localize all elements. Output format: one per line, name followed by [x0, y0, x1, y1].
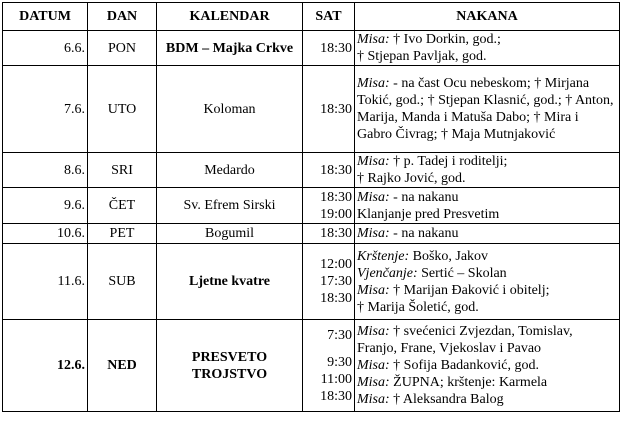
cell-dan: NED: [88, 320, 157, 412]
schedule-row: [3, 188, 620, 224]
cell-sat: [303, 66, 355, 153]
cell-sat: [303, 31, 355, 66]
cell-datum: 11.6.: [3, 244, 88, 320]
intention-line: [357, 75, 617, 143]
intention-line: [357, 340, 617, 357]
schedule-row: [3, 320, 620, 412]
cell-sat: [303, 188, 355, 224]
cell-nakana: [355, 320, 620, 412]
intention-type: Misa:: [357, 226, 390, 241]
cell-datum: 7.6.: [3, 66, 88, 153]
time-entry: 17:30: [320, 274, 352, 289]
intention-line: [357, 248, 617, 265]
intention-text: Klanjanje pred Presvetim: [357, 206, 500, 222]
intention-line: [357, 282, 617, 299]
intention-text: Sertić – Skolan: [417, 265, 507, 281]
intention-type: Misa:: [357, 76, 390, 91]
time-entry: 18:30: [320, 226, 352, 241]
cell-kalendar: Bogumil: [157, 224, 303, 244]
cell-dan: SRI: [88, 153, 157, 188]
cell-dan: ČET: [88, 188, 157, 224]
cell-dan: UTO: [88, 66, 157, 153]
cell-dan: PET: [88, 224, 157, 244]
intention-text: † svećenici Zvjezdan, Tomislav,: [389, 324, 573, 339]
header-datum: DATUM: [3, 3, 88, 31]
intention-text: † Marijan Đaković i obitelj;: [389, 282, 550, 298]
schedule-row: [3, 31, 620, 66]
intention-type: Misa:: [357, 324, 390, 339]
intention-line: [357, 299, 617, 316]
intention-line: [357, 391, 617, 408]
intention-line: [357, 170, 617, 187]
intention-type: Krštenje:: [357, 248, 410, 264]
cell-dan: PON: [88, 31, 157, 66]
intention-type: Misa:: [357, 392, 390, 407]
cell-datum: 9.6.: [3, 188, 88, 224]
schedule-row: [3, 224, 620, 244]
cell-sat: [303, 224, 355, 244]
time-entry: 7:30: [327, 327, 352, 343]
cell-kalendar: BDM – Majka Crkve: [157, 31, 303, 66]
intention-text: Boško, Jakov: [409, 248, 489, 264]
intention-text: † Aleksandra Balog: [389, 392, 504, 407]
cell-kalendar: Ljetne kvatre: [157, 244, 303, 320]
cell-nakana: [355, 224, 620, 244]
cell-datum: 6.6.: [3, 31, 88, 66]
time-entry: 19:00: [320, 206, 352, 222]
cell-kalendar: Koloman: [157, 66, 303, 153]
intention-text: Franjo, Frane, Vjekoslav i Pavao: [357, 341, 542, 356]
cell-datum: 8.6.: [3, 153, 88, 188]
intention-line: [357, 189, 617, 206]
intention-text: † Sofija Badanković, god.: [389, 358, 539, 373]
intention-line: [357, 31, 617, 48]
cell-nakana: [355, 188, 620, 224]
cell-dan: SUB: [88, 244, 157, 320]
cell-nakana: [355, 244, 620, 320]
intention-line: [357, 48, 617, 65]
cell-nakana: [355, 31, 620, 66]
intention-text: - na nakanu: [389, 189, 459, 205]
schedule-row: [3, 153, 620, 188]
header-sat: SAT: [303, 3, 355, 31]
cell-nakana: [355, 153, 620, 188]
intention-line: [357, 153, 617, 170]
time-entry: 18:30: [320, 40, 352, 56]
intention-line: [357, 225, 617, 242]
intention-type: Misa:: [357, 282, 390, 298]
header-nakana: NAKANA: [355, 3, 620, 31]
intention-type: Misa:: [357, 189, 390, 205]
cell-nakana: [355, 66, 620, 153]
intention-line: [357, 357, 617, 374]
cell-datum: 10.6.: [3, 224, 88, 244]
intention-text: † Rajko Jović, god.: [357, 171, 466, 186]
time-entry: 18:30: [320, 162, 352, 178]
time-entry: 18:30: [320, 189, 352, 205]
intention-line: [357, 374, 617, 391]
time-entry: 18:30: [320, 388, 352, 404]
cell-sat: [303, 244, 355, 320]
intention-type: Misa:: [357, 375, 390, 390]
intention-text: † Ivo Dorkin, god.;: [389, 32, 501, 47]
intention-type: Misa:: [357, 358, 390, 373]
cell-sat: [303, 153, 355, 188]
intention-type: Misa:: [357, 32, 390, 47]
intention-text: - na čast Ocu nebeskom; † Mirjana Tokić, god.; † Stjepan Klasnić, god.; † Anton, Marija, Manda i Matuša Dabo; † Mira i Gabro Čivrag; † Maja Mutnjaković: [357, 76, 614, 142]
intention-line: [357, 323, 617, 340]
intention-text: † Stjepan Pavljak, god.: [357, 49, 487, 64]
intention-text: † p. Tadej i roditelji;: [389, 154, 508, 169]
cell-datum: 12.6.: [3, 320, 88, 412]
cell-kalendar: PRESVETO TROJSTVO: [157, 320, 303, 412]
time-entry: 18:30: [320, 101, 352, 117]
intention-text: ŽUPNA; krštenje: Karmela: [389, 375, 548, 390]
time-entry: 18:30: [320, 291, 352, 306]
intention-type: Vjenčanje:: [357, 265, 418, 281]
time-entry: 12:00: [320, 257, 352, 272]
intention-line: [357, 265, 617, 282]
time-entry: [305, 344, 352, 354]
header-dan: DAN: [88, 3, 157, 31]
time-entry: 9:30: [327, 354, 352, 370]
cell-sat: [303, 320, 355, 412]
intention-line: [357, 206, 617, 223]
time-entry: 11:00: [320, 371, 352, 387]
intention-text: † Marija Šoletić, god.: [357, 299, 479, 315]
schedule-row: [3, 66, 620, 153]
intention-text: - na nakanu: [389, 226, 459, 241]
cell-kalendar: Medardo: [157, 153, 303, 188]
header-row: [3, 3, 620, 31]
schedule-row: [3, 244, 620, 320]
cell-kalendar: Sv. Efrem Sirski: [157, 188, 303, 224]
schedule-table: [2, 2, 620, 412]
intention-type: Misa:: [357, 154, 390, 169]
header-kalendar: KALENDAR: [157, 3, 303, 31]
